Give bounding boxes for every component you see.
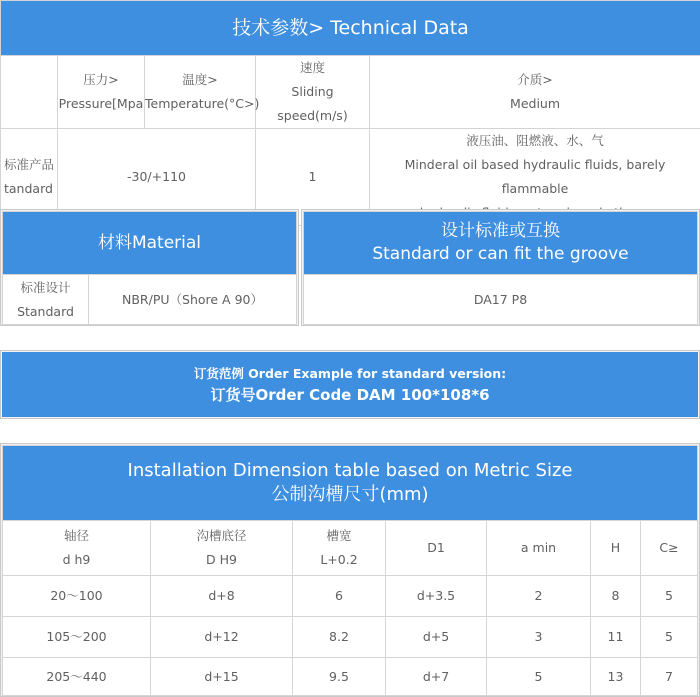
material-section: [0, 209, 299, 326]
header-c: C≥: [641, 521, 698, 576]
header-shaft-diameter: 轴径 d h9: [3, 521, 151, 576]
dimension-title: Installation Dimension table based on Metric Size 公制沟槽尺寸(mm): [3, 446, 698, 521]
table-cell: 6: [293, 576, 386, 617]
standard-title: 设计标准或互换 Standard or can fit the groove: [304, 212, 698, 275]
standard-value: DA17 P8: [304, 275, 698, 325]
dimension-section: [0, 443, 700, 697]
header-a-min: a min: [487, 521, 591, 576]
standard-section: [301, 209, 700, 326]
table-cell: 11: [591, 617, 641, 658]
table-cell: 2: [487, 576, 591, 617]
header-temperature: 温度> Temperature(°C>): [145, 56, 256, 129]
order-example-line: 订货范例 Order Example for standard version:: [193, 365, 507, 381]
table-cell: 3: [487, 617, 591, 658]
table-cell: d+8: [151, 576, 293, 617]
table-cell: d+3.5: [386, 576, 487, 617]
table-cell: d+5: [386, 617, 487, 658]
material-table: [2, 211, 297, 325]
table-cell: 13: [591, 658, 641, 696]
order-example-section: [0, 350, 700, 419]
table-cell: d+15: [151, 658, 293, 696]
header-d1: D1: [386, 521, 487, 576]
order-code-line: 订货号Order Code DAM 100*108*6: [210, 385, 490, 404]
table-cell: 5: [641, 617, 698, 658]
material-value: NBR/PU（Shore A 90）: [89, 275, 297, 325]
row-label-standard: 标准产品 tandard: [1, 129, 58, 226]
table-cell: 205～440: [3, 658, 151, 696]
medium-value: 液压油、阻燃液、水、气 Minderal oil based hydraulic fluids, barely flammable: [370, 129, 700, 226]
header-groove-diameter: 沟槽底径 D H9: [151, 521, 293, 576]
material-row-label: 标准设计 Standard: [3, 275, 89, 325]
technical-data-table: [0, 0, 700, 226]
technical-data-title: 技术参数> Technical Data: [1, 1, 700, 56]
table-cell: 8.2: [293, 617, 386, 658]
table-cell: d+7: [386, 658, 487, 696]
table-row: [3, 576, 698, 617]
table-cell: 8: [591, 576, 641, 617]
header-groove-width: 槽宽 L+0.2: [293, 521, 386, 576]
table-cell: 20～100: [3, 576, 151, 617]
header-pressure: 压力> Pressure[Mpa: [58, 56, 145, 129]
material-title: 材料Material: [3, 212, 297, 275]
header-h: H: [591, 521, 641, 576]
table-cell: 105～200: [3, 617, 151, 658]
dimension-table: [2, 445, 698, 696]
table-cell: d+12: [151, 617, 293, 658]
standard-table: [303, 211, 698, 325]
temperature-value: -30/+110: [58, 129, 256, 226]
header-speed: 速度 Sliding speed(m/s): [256, 56, 370, 129]
table-row: [3, 658, 698, 696]
table-cell: 5: [487, 658, 591, 696]
table-cell: 5: [641, 576, 698, 617]
empty-corner-cell: [1, 56, 58, 129]
table-cell: 7: [641, 658, 698, 696]
table-row: [3, 617, 698, 658]
speed-value: 1: [256, 129, 370, 226]
technical-data-section: [0, 0, 700, 196]
table-cell: 9.5: [293, 658, 386, 696]
header-medium: 介质> Medium: [370, 56, 700, 129]
